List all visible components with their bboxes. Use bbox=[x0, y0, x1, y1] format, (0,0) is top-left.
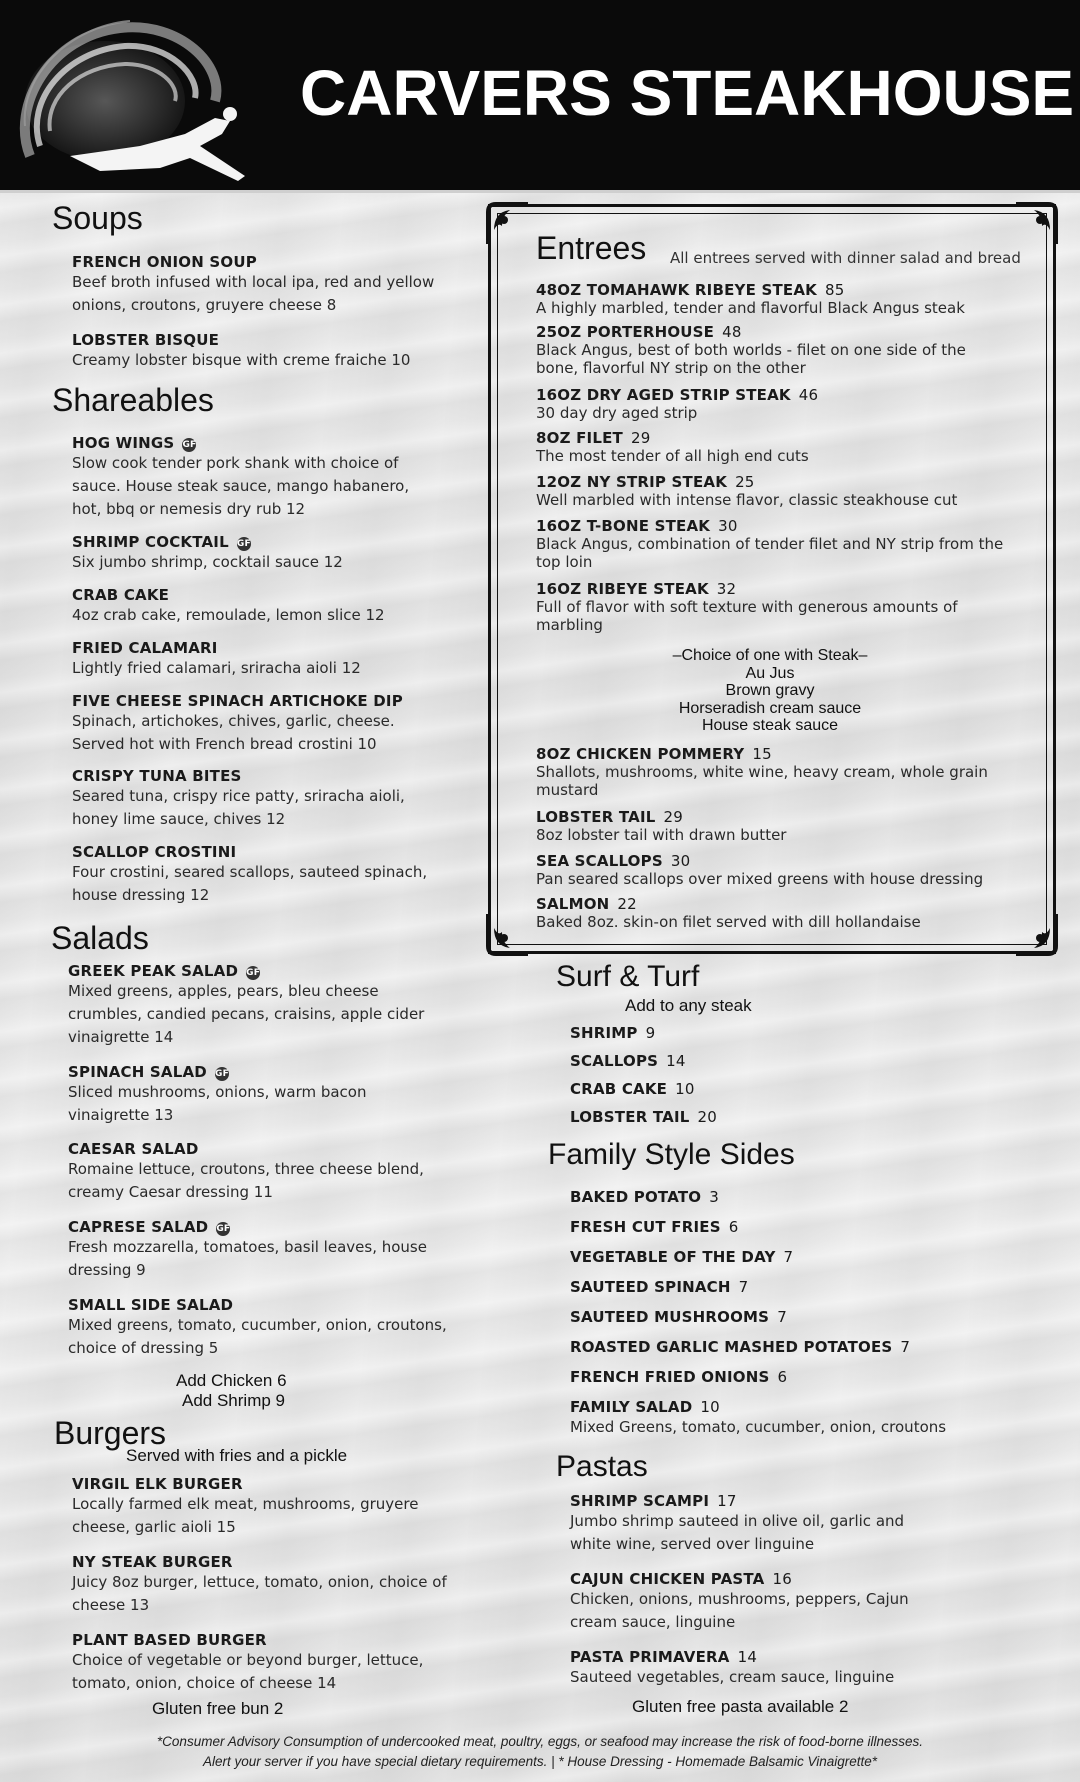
menu-item bbox=[536, 895, 1036, 931]
menu-item bbox=[68, 1218, 472, 1282]
advisory-line: *Consumer Advisory Consumption of undercooked meat, poultry, eggs, or seafood may increase the risk of food-borne illnesses. bbox=[156, 1734, 924, 1749]
item-name: CAPRESE SALAD GF bbox=[68, 1218, 231, 1236]
addon-chicken: Add Chicken 6 bbox=[176, 1371, 287, 1390]
item-name: PLANT BASED BURGER bbox=[72, 1631, 267, 1649]
menu-item bbox=[72, 767, 472, 831]
item-name: SHRIMP 9 bbox=[570, 1024, 656, 1042]
menu-item bbox=[570, 1108, 1030, 1126]
menu-item bbox=[570, 1248, 1030, 1266]
menu-item bbox=[68, 1296, 472, 1360]
menu-item bbox=[72, 639, 472, 680]
item-desc: Slow cook tender pork shank with choice of sauce. House steak sauce, mango habanero, hot, bbq or nemesis dry rub 12 bbox=[72, 454, 410, 518]
item-desc: Seared tuna, crispy rice patty, sriracha aioli, honey lime sauce, chives 12 bbox=[72, 787, 405, 828]
item-name: NY STEAK BURGER bbox=[72, 1553, 233, 1571]
gluten-free-icon: GF bbox=[215, 1069, 229, 1079]
item-name: 16OZ T-BONE STEAK 30 bbox=[536, 517, 738, 535]
item-name: SEA SCALLOPS 30 bbox=[536, 852, 691, 870]
burgers-subtitle: Served with fries and a pickle bbox=[126, 1446, 348, 1465]
menu-item bbox=[68, 1140, 472, 1204]
item-desc: Beef broth infused with local ipa, red and yellow onions, croutons, gruyere cheese 8 bbox=[72, 273, 435, 314]
menu-item bbox=[570, 1024, 1030, 1042]
item-name: 12OZ NY STRIP STEAK 25 bbox=[536, 473, 755, 491]
item-desc: Juicy 8oz burger, lettuce, tomato, onion, choice of cheese 13 bbox=[72, 1573, 447, 1614]
item-name: LOBSTER TAIL 20 bbox=[570, 1108, 717, 1126]
burgers-title: Burgers bbox=[54, 1415, 167, 1451]
item-name: VIRGIL ELK BURGER bbox=[72, 1475, 243, 1493]
restaurant-title: CARVERS STEAKHOUSE bbox=[300, 57, 1075, 129]
item-desc: Four crostini, seared scallops, sauteed spinach, house dressing 12 bbox=[72, 863, 428, 904]
header-banner bbox=[0, 0, 1080, 192]
item-name: FRENCH ONION SOUP bbox=[72, 253, 257, 271]
item-desc: Locally farmed elk meat, mushrooms, gruyere cheese, garlic aioli 15 bbox=[72, 1495, 419, 1536]
sides-title: Family Style Sides bbox=[548, 1138, 795, 1171]
menu-item bbox=[72, 692, 472, 756]
item-name: CRAB CAKE bbox=[72, 586, 170, 604]
item-name: BAKED POTATO 3 bbox=[570, 1188, 719, 1206]
menu-item bbox=[570, 1368, 1030, 1386]
item-desc: Mixed greens, tomato, cucumber, onion, croutons, choice of dressing 5 bbox=[68, 1316, 447, 1357]
item-desc: Chicken, onions, mushrooms, peppers, Cajun cream sauce, linguine bbox=[570, 1590, 909, 1631]
item-name: FRIED CALAMARI bbox=[72, 639, 218, 657]
gluten-free-icon: GF bbox=[236, 539, 251, 549]
item-desc: 4oz crab cake, remoulade, lemon slice 12 bbox=[72, 606, 385, 624]
soups-title: Soups bbox=[52, 200, 143, 236]
smoke-swirl-figure-icon bbox=[10, 6, 260, 188]
surf-turf-subtitle: Add to any steak bbox=[625, 996, 752, 1015]
item-desc: Mixed Greens, tomato, cucumber, onion, croutons bbox=[570, 1418, 947, 1436]
item-desc: 30 day dry aged strip bbox=[536, 404, 698, 422]
menu-item bbox=[72, 253, 472, 317]
item-name: LOBSTER BISQUE bbox=[72, 331, 220, 349]
choice-option: Brown gravy bbox=[725, 682, 815, 699]
advisory-line: Alert your server if you have special dietary requirements. | * House Dressing - Homemade Balsamic Vinaigrette* bbox=[202, 1754, 878, 1769]
item-desc: Jumbo shrimp sauteed in olive oil, garlic and white wine, served over linguine bbox=[570, 1512, 905, 1553]
item-desc: Creamy lobster bisque with creme fraiche 10 bbox=[72, 351, 411, 369]
item-name: SALMON 22 bbox=[536, 895, 637, 913]
menu-item bbox=[536, 517, 1036, 571]
item-name: FAMILY SALAD 10 bbox=[570, 1398, 720, 1416]
menu-item bbox=[72, 843, 472, 907]
menu-item bbox=[570, 1492, 1030, 1556]
menu-item bbox=[536, 323, 1036, 377]
choice-option: Horseradish cream sauce bbox=[678, 699, 862, 717]
item-desc: Choice of vegetable or beyond burger, lettuce, tomato, onion, choice of cheese 14 bbox=[72, 1651, 424, 1692]
menu-item bbox=[570, 1052, 1030, 1070]
item-name: CAJUN CHICKEN PASTA 16 bbox=[570, 1570, 792, 1588]
item-name: LOBSTER TAIL 29 bbox=[536, 808, 683, 826]
item-desc: Six jumbo shrimp, cocktail sauce 12 bbox=[72, 553, 343, 571]
ornament-top-right-icon bbox=[1014, 200, 1060, 246]
item-name: 16OZ RIBEYE STEAK 32 bbox=[536, 580, 737, 598]
item-name: PASTA PRIMAVERA 14 bbox=[570, 1648, 758, 1666]
item-name: FRESH CUT FRIES 6 bbox=[570, 1218, 739, 1236]
menu-item bbox=[72, 1631, 476, 1695]
item-desc: Sauteed vegetables, cream sauce, linguine bbox=[570, 1668, 895, 1686]
item-desc: Shallots, mushrooms, white wine, heavy cream, whole grain mustard bbox=[536, 763, 988, 799]
menu-item bbox=[570, 1338, 1030, 1356]
item-name: 8OZ FILET 29 bbox=[536, 429, 651, 447]
gluten-free-bun-note: Gluten free bun 2 bbox=[152, 1699, 284, 1718]
item-name: ROASTED GARLIC MASHED POTATOES 7 bbox=[570, 1338, 911, 1356]
salads-title: Salads bbox=[51, 920, 149, 956]
menu-item bbox=[68, 1063, 472, 1127]
item-name: 48OZ TOMAHAWK RIBEYE STEAK 85 bbox=[536, 281, 845, 299]
item-name: 25OZ PORTERHOUSE 48 bbox=[536, 323, 742, 341]
menu-item bbox=[570, 1648, 1030, 1689]
menu-item bbox=[536, 580, 1036, 634]
item-desc: Spinach, artichokes, chives, garlic, cheese. Served hot with French bread crostini 10 bbox=[72, 712, 395, 753]
menu-item bbox=[536, 808, 1036, 844]
item-name: SAUTEED MUSHROOMS 7 bbox=[570, 1308, 787, 1326]
item-name: 16OZ DRY AGED STRIP STEAK 46 bbox=[536, 386, 819, 404]
item-name: CRISPY TUNA BITES bbox=[72, 767, 242, 785]
steak-sauce-choices bbox=[560, 647, 980, 735]
item-desc: Black Angus, combination of tender filet and NY strip from the top loin bbox=[536, 535, 1004, 571]
ornament-top-left-icon bbox=[484, 200, 530, 246]
item-name: GREEK PEAK SALAD GF bbox=[68, 962, 261, 980]
item-desc: Lightly fried calamari, sriracha aioli 12 bbox=[72, 659, 361, 677]
item-desc: Full of flavor with soft texture with generous amounts of marbling bbox=[536, 598, 958, 634]
menu-item bbox=[72, 533, 472, 574]
item-desc: A highly marbled, tender and flavorful Black Angus steak bbox=[536, 299, 965, 317]
item-desc: The most tender of all high end cuts bbox=[536, 447, 809, 465]
item-desc: Pan seared scallops over mixed greens with house dressing bbox=[536, 870, 984, 888]
menu-item bbox=[570, 1398, 1030, 1439]
menu-item bbox=[570, 1570, 1030, 1634]
menu-item bbox=[536, 281, 1036, 317]
menu-item bbox=[536, 852, 1036, 888]
menu-item bbox=[570, 1218, 1030, 1236]
item-name: CAESAR SALAD bbox=[68, 1140, 199, 1158]
item-name: SAUTEED SPINACH 7 bbox=[570, 1278, 749, 1296]
menu-item bbox=[570, 1080, 1030, 1098]
entrees-title: Entrees bbox=[536, 230, 647, 266]
item-name: SHRIMP SCAMPI 17 bbox=[570, 1492, 737, 1510]
menu-item bbox=[570, 1188, 1030, 1206]
item-desc: Black Angus, best of both worlds - filet on one side of the bone, flavorful NY strip on the other bbox=[536, 341, 966, 377]
item-desc: Baked 8oz. skin-on filet served with dill hollandaise bbox=[536, 913, 921, 931]
item-name: VEGETABLE OF THE DAY 7 bbox=[570, 1248, 794, 1266]
item-name: SPINACH SALAD GF bbox=[68, 1063, 229, 1081]
item-name: FRENCH FRIED ONIONS 6 bbox=[570, 1368, 788, 1386]
menu-item bbox=[72, 1553, 476, 1617]
gluten-free-icon: GF bbox=[182, 440, 197, 450]
item-name: SCALLOPS 14 bbox=[570, 1052, 686, 1070]
menu-item bbox=[72, 331, 472, 372]
addon-shrimp: Add Shrimp 9 bbox=[182, 1391, 285, 1410]
menu-item bbox=[72, 1475, 476, 1539]
item-name: SMALL SIDE SALAD bbox=[68, 1296, 234, 1314]
ornament-bottom-left-icon bbox=[484, 912, 530, 958]
item-desc: 8oz lobster tail with drawn butter bbox=[536, 826, 787, 844]
item-desc: Mixed greens, apples, pears, bleu cheese crumbles, candied pecans, craisins, apple cider vinaigrette 14 bbox=[68, 982, 425, 1046]
consumer-advisory bbox=[40, 1732, 1040, 1772]
item-name: 8OZ CHICKEN POMMERY 15 bbox=[536, 745, 772, 763]
entrees-note: All entrees served with dinner salad and bread bbox=[670, 249, 1021, 267]
choice-option: Au Jus bbox=[745, 664, 795, 682]
item-desc: Fresh mozzarella, tomatoes, basil leaves, house dressing 9 bbox=[68, 1238, 427, 1279]
menu-item bbox=[570, 1308, 1030, 1326]
item-desc: Romaine lettuce, croutons, three cheese blend, creamy Caesar dressing 11 bbox=[68, 1160, 424, 1201]
menu-item bbox=[536, 429, 1036, 465]
gluten-free-icon: GF bbox=[246, 968, 261, 978]
menu-item bbox=[536, 745, 1036, 799]
item-desc: Sliced mushrooms, onions, warm bacon vinaigrette 13 bbox=[68, 1083, 367, 1124]
item-name: SHRIMP COCKTAIL GF bbox=[72, 533, 251, 551]
item-name: SCALLOP CROSTINI bbox=[72, 843, 237, 861]
surf-turf-title: Surf & Turf bbox=[556, 960, 700, 993]
menu-item bbox=[72, 434, 472, 521]
menu-item bbox=[72, 586, 472, 627]
gluten-free-icon: GF bbox=[216, 1224, 231, 1234]
gluten-free-pasta-note: Gluten free pasta available 2 bbox=[632, 1697, 849, 1716]
shareables-title: Shareables bbox=[52, 382, 214, 418]
choice-heading: –Choice of one with Steak– bbox=[672, 647, 868, 664]
menu-item bbox=[570, 1278, 1030, 1296]
pastas-title: Pastas bbox=[556, 1450, 648, 1483]
menu-item bbox=[68, 962, 472, 1049]
choice-option: House steak sauce bbox=[701, 717, 839, 734]
header-divider bbox=[0, 190, 1080, 193]
item-desc: Well marbled with intense flavor, classic steakhouse cut bbox=[536, 491, 958, 509]
menu-item bbox=[536, 386, 1036, 422]
item-name: CRAB CAKE 10 bbox=[570, 1080, 695, 1098]
item-name: FIVE CHEESE SPINACH ARTICHOKE DIP bbox=[72, 692, 403, 710]
menu-item bbox=[536, 473, 1036, 509]
item-name: HOG WINGS GF bbox=[72, 434, 197, 452]
